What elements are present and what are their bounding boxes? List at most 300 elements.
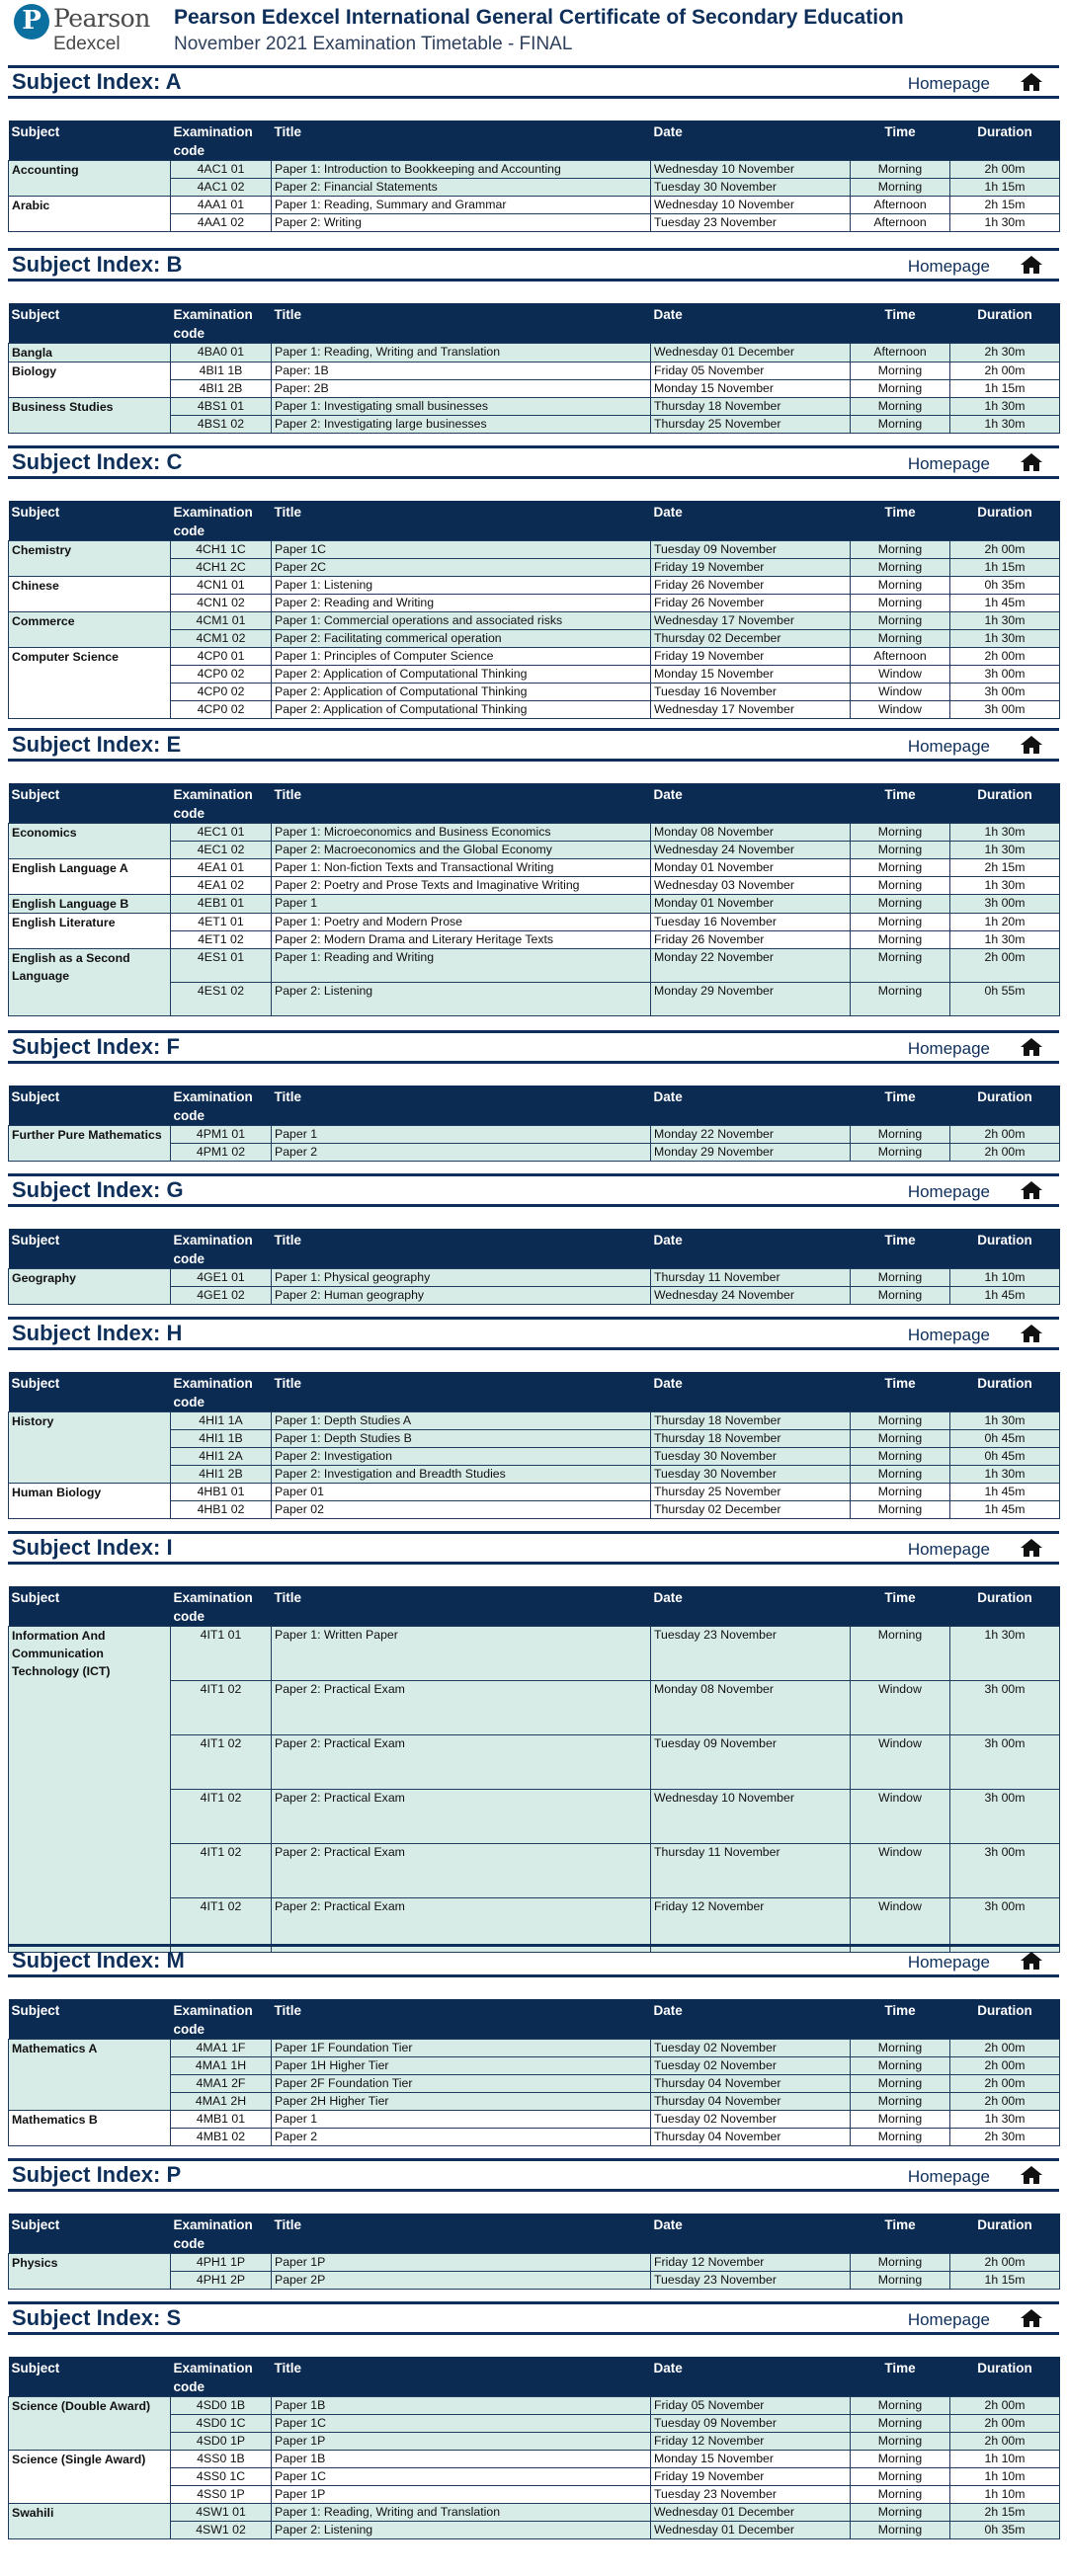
exam-duration: 0h 45m [950, 1430, 1060, 1448]
column-header-subject: Subject [9, 2357, 171, 2397]
exam-time: Afternoon [851, 214, 950, 232]
subject-index-section [8, 248, 1059, 431]
exam-duration: 2h 00m [950, 2093, 1060, 2111]
home-icon[interactable] [1020, 1950, 1043, 1972]
column-header-time: Time [851, 1586, 950, 1627]
exam-code: 4BS1 02 [171, 416, 272, 434]
exam-duration: 1h 30m [950, 824, 1060, 842]
subject-name: Swahili [9, 2504, 171, 2539]
subject-name: History [9, 1412, 171, 1484]
exam-date: Monday 08 November [651, 1681, 851, 1735]
exam-duration: 1h 45m [950, 595, 1060, 612]
exam-time: Morning [851, 2040, 950, 2057]
home-icon[interactable] [1020, 1323, 1043, 1344]
section-title: Subject Index: M [12, 1948, 185, 1972]
paper-title: Paper 2: Practical Exam [272, 1735, 651, 1790]
exam-date: Tuesday 23 November [651, 214, 851, 232]
column-header-date: Date [651, 2357, 851, 2397]
exam-date: Friday 19 November [651, 2468, 851, 2486]
subject-name: Accounting [9, 161, 171, 197]
paper-title: Paper 1: Principles of Computer Science [272, 648, 651, 666]
exam-date: Monday 15 November [651, 666, 851, 684]
exam-duration: 1h 45m [950, 1484, 1060, 1501]
exam-date: Tuesday 09 November [651, 2415, 851, 2433]
exam-duration: 3h 00m [950, 1735, 1060, 1790]
column-header-duration: Duration [950, 1086, 1060, 1126]
column-header-title: Title [272, 303, 651, 344]
exam-duration: 1h 10m [950, 2486, 1060, 2504]
exam-duration: 1h 30m [950, 2111, 1060, 2129]
homepage-link[interactable]: Homepage [907, 737, 990, 756]
paper-title: Paper 2: Practical Exam [272, 1790, 651, 1844]
column-header-subject: Subject [9, 501, 171, 541]
paper-title: Paper 1: Poetry and Modern Prose [272, 914, 651, 931]
column-header-date: Date [651, 1999, 851, 2040]
table-row [9, 949, 1060, 983]
exam-duration: 1h 20m [950, 914, 1060, 931]
exam-duration: 1h 30m [950, 630, 1060, 648]
column-header-subject: Subject [9, 1586, 171, 1627]
exam-duration: 3h 00m [950, 1790, 1060, 1844]
section-header [8, 728, 1059, 762]
exam-date: Monday 15 November [651, 380, 851, 398]
exam-code: 4IT1 02 [171, 1681, 272, 1735]
section-header [8, 1173, 1059, 1207]
column-header-date: Date [651, 1372, 851, 1412]
exam-duration: 1h 15m [950, 380, 1060, 398]
exam-time: Morning [851, 179, 950, 197]
exam-code: 4SD0 1P [171, 2433, 272, 2451]
exam-time: Afternoon [851, 648, 950, 666]
exam-duration: 1h 30m [950, 842, 1060, 859]
paper-title: Paper 1 [272, 2111, 651, 2129]
exam-duration: 1h 30m [950, 416, 1060, 434]
column-header-duration: Duration [950, 2357, 1060, 2397]
exam-date: Friday 26 November [651, 595, 851, 612]
table-row [9, 344, 1060, 362]
exam-code: 4CM1 01 [171, 612, 272, 630]
paper-title: Paper 1H Higher Tier [272, 2057, 651, 2075]
exam-date: Friday 19 November [651, 559, 851, 577]
exam-code: 4IT1 02 [171, 1898, 272, 1953]
paper-title: Paper 2: Poetry and Prose Texts and Imaginative Writing [272, 877, 651, 895]
paper-title: Paper 2: Investigation [272, 1448, 651, 1466]
exam-date: Wednesday 24 November [651, 842, 851, 859]
table-row [9, 1126, 1060, 1144]
home-icon[interactable] [1020, 2307, 1043, 2329]
paper-title: Paper 2 [272, 2129, 651, 2146]
section-title: Subject Index: F [12, 1034, 180, 1059]
column-header-code: Examination code [171, 303, 272, 344]
exam-code: 4CP0 02 [171, 701, 272, 719]
homepage-link[interactable]: Homepage [907, 454, 990, 473]
exam-code: 4IT1 02 [171, 1844, 272, 1898]
paper-title: Paper 1C [272, 2468, 651, 2486]
exam-date: Thursday 25 November [651, 416, 851, 434]
column-header-date: Date [651, 1586, 851, 1627]
paper-title: Paper 1C [272, 541, 651, 559]
exam-date: Thursday 11 November [651, 1844, 851, 1898]
timetable-table [8, 1999, 1060, 2146]
exam-code: 4CH1 1C [171, 541, 272, 559]
exam-duration: 2h 30m [950, 2129, 1060, 2146]
subject-name: Physics [9, 2254, 171, 2290]
exam-code: 4AC1 02 [171, 179, 272, 197]
timetable-table [8, 121, 1060, 232]
exam-time: Window [851, 666, 950, 684]
home-icon[interactable] [1020, 2164, 1043, 2186]
paper-title: Paper 2F Foundation Tier [272, 2075, 651, 2093]
exam-code: 4SS0 1B [171, 2451, 272, 2468]
exam-code: 4BS1 01 [171, 398, 272, 416]
paper-title: Paper 1: Depth Studies A [272, 1412, 651, 1430]
exam-code: 4MB1 01 [171, 2111, 272, 2129]
section-title: Subject Index: A [12, 69, 182, 94]
exam-time: Morning [851, 949, 950, 983]
exam-duration: 0h 35m [950, 577, 1060, 595]
table-row [9, 648, 1060, 666]
exam-duration: 2h 00m [950, 949, 1060, 983]
table-header-row [9, 783, 1060, 824]
exam-time: Morning [851, 2433, 950, 2451]
homepage-link[interactable]: Homepage [907, 1953, 990, 1972]
exam-time: Window [851, 1898, 950, 1953]
exam-time: Window [851, 1844, 950, 1898]
exam-duration: 3h 00m [950, 1898, 1060, 1953]
exam-date: Tuesday 09 November [651, 1735, 851, 1790]
exam-time: Morning [851, 1430, 950, 1448]
exam-date: Thursday 25 November [651, 1484, 851, 1501]
home-icon[interactable] [1020, 1537, 1043, 1559]
column-header-date: Date [651, 2214, 851, 2254]
subject-name: Biology [9, 362, 171, 398]
exam-time: Morning [851, 1126, 950, 1144]
exam-code: 4EC1 02 [171, 842, 272, 859]
exam-code: 4IT1 02 [171, 1735, 272, 1790]
paper-title: Paper 1: Reading and Writing [272, 949, 651, 983]
paper-title: Paper 01 [272, 1484, 651, 1501]
exam-code: 4ET1 01 [171, 914, 272, 931]
timetable-table [8, 303, 1060, 434]
exam-time: Morning [851, 1287, 950, 1305]
paper-title: Paper 2: Facilitating commerical operation [272, 630, 651, 648]
exam-time: Morning [851, 2451, 950, 2468]
exam-duration: 1h 15m [950, 2272, 1060, 2290]
page-title: Pearson Edexcel International General Certificate of Secondary Education [174, 6, 904, 29]
column-header-date: Date [651, 1229, 851, 1269]
logo-brand: Pearson [53, 4, 150, 33]
exam-code: 4CN1 02 [171, 595, 272, 612]
paper-title: Paper 1: Written Paper [272, 1627, 651, 1681]
section-title: Subject Index: G [12, 1177, 184, 1202]
exam-date: Monday 08 November [651, 824, 851, 842]
exam-code: 4GE1 02 [171, 1287, 272, 1305]
exam-date: Friday 26 November [651, 577, 851, 595]
exam-date: Thursday 04 November [651, 2075, 851, 2093]
exam-time: Afternoon [851, 344, 950, 362]
home-icon[interactable] [1020, 254, 1043, 276]
exam-code: 4SS0 1P [171, 2486, 272, 2504]
exam-code: 4GE1 01 [171, 1269, 272, 1287]
paper-title: Paper 2: Listening [272, 2522, 651, 2539]
paper-title: Paper 2: Listening [272, 983, 651, 1016]
home-icon[interactable] [1020, 1036, 1043, 1058]
exam-date: Friday 26 November [651, 931, 851, 949]
paper-title: Paper 1F Foundation Tier [272, 2040, 651, 2057]
exam-duration: 3h 00m [950, 684, 1060, 701]
exam-code: 4EA1 02 [171, 877, 272, 895]
homepage-link[interactable]: Homepage [907, 74, 990, 93]
exam-date: Monday 15 November [651, 2451, 851, 2468]
exam-date: Wednesday 01 December [651, 2504, 851, 2522]
exam-time: Window [851, 1681, 950, 1735]
exam-time: Window [851, 1735, 950, 1790]
exam-code: 4IT1 02 [171, 1790, 272, 1844]
exam-time: Morning [851, 1412, 950, 1430]
exam-time: Morning [851, 842, 950, 859]
exam-time: Morning [851, 2111, 950, 2129]
exam-code: 4MA1 1F [171, 2040, 272, 2057]
exam-duration: 1h 30m [950, 931, 1060, 949]
paper-title: Paper 2H Higher Tier [272, 2093, 651, 2111]
column-header-duration: Duration [950, 1586, 1060, 1627]
subject-name: Business Studies [9, 398, 171, 434]
column-header-code: Examination code [171, 1229, 272, 1269]
column-header-subject: Subject [9, 1086, 171, 1126]
exam-date: Thursday 11 November [651, 1269, 851, 1287]
subject-name: Geography [9, 1269, 171, 1305]
table-row [9, 541, 1060, 559]
exam-time: Morning [851, 2093, 950, 2111]
paper-title: Paper 1: Depth Studies B [272, 1430, 651, 1448]
exam-code: 4SS0 1C [171, 2468, 272, 2486]
column-header-subject: Subject [9, 1372, 171, 1412]
exam-duration: 2h 00m [950, 648, 1060, 666]
paper-title: Paper 1: Physical geography [272, 1269, 651, 1287]
exam-duration: 1h 30m [950, 214, 1060, 232]
column-header-time: Time [851, 2214, 950, 2254]
homepage-link[interactable]: Homepage [907, 1182, 990, 1201]
home-icon[interactable] [1020, 71, 1043, 93]
subject-name: Economics [9, 824, 171, 859]
paper-title: Paper 2: Practical Exam [272, 1681, 651, 1735]
exam-date: Thursday 18 November [651, 1430, 851, 1448]
paper-title: Paper 2: Macroeconomics and the Global Economy [272, 842, 651, 859]
paper-title: Paper 2: Financial Statements [272, 179, 651, 197]
table-row [9, 1484, 1060, 1501]
column-header-code: Examination code [171, 1372, 272, 1412]
exam-duration: 3h 00m [950, 1681, 1060, 1735]
column-header-title: Title [272, 1372, 651, 1412]
exam-code: 4BI1 1B [171, 362, 272, 380]
exam-duration: 2h 00m [950, 2397, 1060, 2415]
exam-date: Wednesday 01 December [651, 344, 851, 362]
exam-time: Window [851, 1790, 950, 1844]
subject-index-section [8, 1173, 1059, 1302]
exam-time: Morning [851, 541, 950, 559]
paper-title: Paper 2: Practical Exam [272, 1844, 651, 1898]
exam-date: Wednesday 01 December [651, 2522, 851, 2539]
column-header-subject: Subject [9, 1229, 171, 1269]
homepage-link[interactable]: Homepage [907, 1039, 990, 1058]
paper-title: Paper 2: Application of Computational Thinking [272, 701, 651, 719]
home-icon[interactable] [1020, 451, 1043, 473]
exam-code: 4MA1 1H [171, 2057, 272, 2075]
exam-time: Morning [851, 877, 950, 895]
table-row [9, 2504, 1060, 2522]
table-row [9, 824, 1060, 842]
exam-date: Tuesday 23 November [651, 2486, 851, 2504]
exam-date: Tuesday 30 November [651, 1448, 851, 1466]
section-header [8, 1531, 1059, 1565]
exam-duration: 2h 00m [950, 2433, 1060, 2451]
exam-duration: 2h 00m [950, 541, 1060, 559]
exam-duration: 1h 45m [950, 1501, 1060, 1519]
paper-title: Paper 2: Writing [272, 214, 651, 232]
exam-code: 4IT1 01 [171, 1627, 272, 1681]
exam-date: Monday 22 November [651, 949, 851, 983]
column-header-duration: Duration [950, 783, 1060, 824]
exam-duration: 2h 00m [950, 2415, 1060, 2433]
paper-title: Paper 2P [272, 2272, 651, 2290]
exam-date: Monday 29 November [651, 1144, 851, 1162]
exam-time: Window [851, 701, 950, 719]
paper-title: Paper 1: Microeconomics and Business Economics [272, 824, 651, 842]
exam-time: Morning [851, 612, 950, 630]
exam-date: Wednesday 24 November [651, 1287, 851, 1305]
table-row [9, 1627, 1060, 1681]
exam-time: Morning [851, 559, 950, 577]
exam-duration: 2h 15m [950, 2504, 1060, 2522]
table-header-row [9, 1229, 1060, 1269]
column-header-title: Title [272, 1086, 651, 1126]
subject-name: Computer Science [9, 648, 171, 719]
exam-time: Afternoon [851, 197, 950, 214]
timetable-table [8, 501, 1060, 719]
homepage-link[interactable]: Homepage [907, 257, 990, 276]
exam-code: 4HB1 02 [171, 1501, 272, 1519]
subject-name: Chinese [9, 577, 171, 612]
homepage-link[interactable]: Homepage [907, 1326, 990, 1344]
column-header-code: Examination code [171, 121, 272, 161]
table-header-row [9, 501, 1060, 541]
exam-time: Morning [851, 824, 950, 842]
section-title: Subject Index: H [12, 1321, 183, 1345]
exam-time: Morning [851, 1466, 950, 1484]
exam-time: Morning [851, 2254, 950, 2272]
homepage-link[interactable]: Homepage [907, 2167, 990, 2186]
exam-code: 4CP0 02 [171, 666, 272, 684]
exam-code: 4SW1 01 [171, 2504, 272, 2522]
column-header-title: Title [272, 1586, 651, 1627]
table-row [9, 612, 1060, 630]
exam-duration: 0h 35m [950, 2522, 1060, 2539]
section-title: Subject Index: B [12, 252, 183, 277]
exam-code: 4CM1 02 [171, 630, 272, 648]
exam-date: Friday 05 November [651, 2397, 851, 2415]
exam-duration: 1h 10m [950, 2451, 1060, 2468]
exam-date: Thursday 18 November [651, 1412, 851, 1430]
section-header [8, 445, 1059, 479]
section-header [8, 2158, 1059, 2192]
exam-duration: 0h 45m [950, 1448, 1060, 1466]
exam-duration: 2h 00m [950, 2075, 1060, 2093]
exam-code: 4MA1 2F [171, 2075, 272, 2093]
column-header-title: Title [272, 783, 651, 824]
exam-duration: 3h 00m [950, 1844, 1060, 1898]
column-header-code: Examination code [171, 501, 272, 541]
column-header-duration: Duration [950, 501, 1060, 541]
column-header-duration: Duration [950, 303, 1060, 344]
exam-duration: 0h 55m [950, 983, 1060, 1016]
exam-duration: 1h 10m [950, 2468, 1060, 2486]
home-icon[interactable] [1020, 734, 1043, 756]
exam-time: Morning [851, 2397, 950, 2415]
column-header-time: Time [851, 1372, 950, 1412]
timetable-table [8, 1372, 1060, 1519]
exam-code: 4MA1 2H [171, 2093, 272, 2111]
exam-time: Morning [851, 1269, 950, 1287]
exam-date: Tuesday 30 November [651, 1466, 851, 1484]
home-icon[interactable] [1020, 1179, 1043, 1201]
paper-title: Paper 1: Investigating small businesses [272, 398, 651, 416]
exam-code: 4CP0 02 [171, 684, 272, 701]
paper-title: Paper 2: Practical Exam [272, 1898, 651, 1953]
exam-time: Morning [851, 1501, 950, 1519]
exam-date: Tuesday 23 November [651, 2272, 851, 2290]
exam-duration: 2h 00m [950, 2254, 1060, 2272]
subject-name: Commerce [9, 612, 171, 648]
column-header-title: Title [272, 121, 651, 161]
exam-date: Tuesday 16 November [651, 684, 851, 701]
exam-date: Friday 05 November [651, 362, 851, 380]
table-row [9, 2397, 1060, 2415]
exam-code: 4HI1 1B [171, 1430, 272, 1448]
exam-time: Morning [851, 416, 950, 434]
timetable-table [8, 2214, 1060, 2290]
exam-time: Morning [851, 1627, 950, 1681]
column-header-time: Time [851, 501, 950, 541]
exam-date: Thursday 04 November [651, 2093, 851, 2111]
exam-code: 4CH1 2C [171, 559, 272, 577]
column-header-subject: Subject [9, 1999, 171, 2040]
timetable-table [8, 783, 1060, 1016]
column-header-duration: Duration [950, 1999, 1060, 2040]
subject-name: Mathematics B [9, 2111, 171, 2146]
subject-index-section [8, 1317, 1059, 1516]
exam-date: Tuesday 16 November [651, 914, 851, 931]
column-header-code: Examination code [171, 2214, 272, 2254]
table-header-row [9, 1999, 1060, 2040]
subject-name: Bangla [9, 344, 171, 362]
exam-time: Morning [851, 2415, 950, 2433]
paper-title: Paper 2: Reading and Writing [272, 595, 651, 612]
table-header-row [9, 1586, 1060, 1627]
homepage-link[interactable]: Homepage [907, 2310, 990, 2329]
exam-code: 4ES1 01 [171, 949, 272, 983]
logo-sub: Edexcel [53, 34, 121, 54]
table-header-row [9, 1372, 1060, 1412]
section-title: Subject Index: S [12, 2305, 182, 2330]
section-header [8, 1317, 1059, 1350]
homepage-link[interactable]: Homepage [907, 1540, 990, 1559]
paper-title: Paper 2 [272, 1144, 651, 1162]
column-header-title: Title [272, 1999, 651, 2040]
exam-time: Morning [851, 983, 950, 1016]
exam-time: Morning [851, 1144, 950, 1162]
exam-time: Morning [851, 2272, 950, 2290]
exam-code: 4HI1 2B [171, 1466, 272, 1484]
